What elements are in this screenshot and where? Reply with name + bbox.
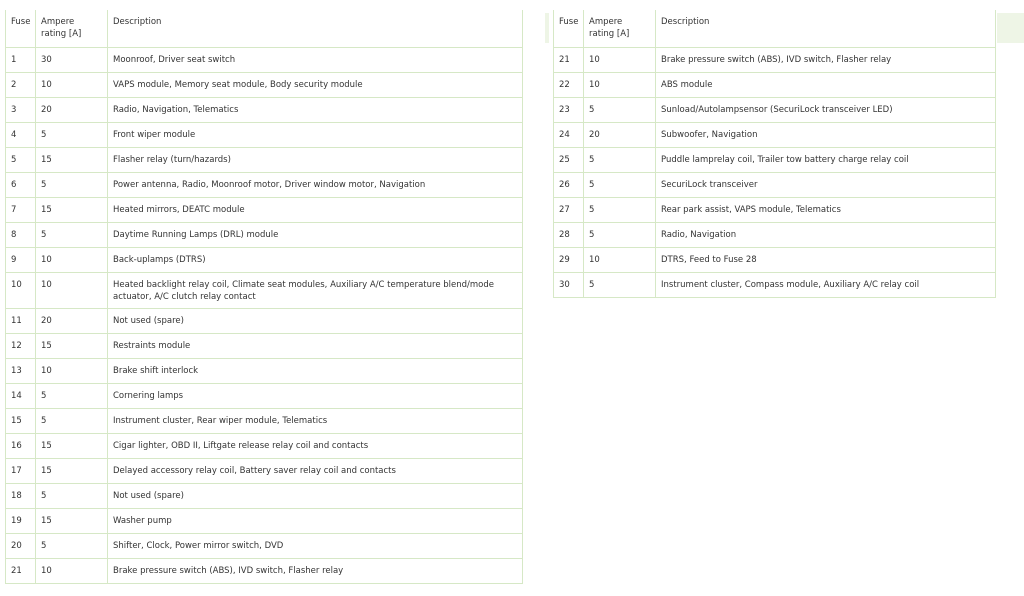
fuse-cell: 9 bbox=[6, 248, 36, 273]
fuse-cell: 14 bbox=[6, 384, 36, 409]
table-header-row bbox=[6, 10, 523, 48]
ampere-cell: 10 bbox=[36, 359, 108, 384]
fuse-cell: 21 bbox=[6, 559, 36, 584]
description-cell: Cornering lamps bbox=[108, 384, 523, 409]
description-cell: Shifter, Clock, Power mirror switch, DVD bbox=[108, 534, 523, 559]
description-cell: Instrument cluster, Compass module, Auxiliary A/C relay coil bbox=[656, 273, 996, 298]
description-cell: Rear park assist, VAPS module, Telematics bbox=[656, 198, 996, 223]
table-row bbox=[6, 534, 523, 559]
table-row bbox=[6, 434, 523, 459]
description-cell: Not used (spare) bbox=[108, 484, 523, 509]
fuse-table-left bbox=[5, 10, 523, 584]
fuse-cell: 18 bbox=[6, 484, 36, 509]
table-row bbox=[554, 123, 996, 148]
ampere-cell: 5 bbox=[584, 273, 656, 298]
fuse-cell: 15 bbox=[6, 409, 36, 434]
ampere-cell: 5 bbox=[36, 534, 108, 559]
table-row bbox=[6, 559, 523, 584]
description-cell: Radio, Navigation bbox=[656, 223, 996, 248]
description-cell: Delayed accessory relay coil, Battery saver relay coil and contacts bbox=[108, 459, 523, 484]
ampere-cell: 30 bbox=[36, 48, 108, 73]
description-cell: Cigar lighter, OBD II, Liftgate release relay coil and contacts bbox=[108, 434, 523, 459]
description-cell: ABS module bbox=[656, 73, 996, 98]
description-cell: Power antenna, Radio, Moonroof motor, Driver window motor, Navigation bbox=[108, 173, 523, 198]
description-cell: Subwoofer, Navigation bbox=[656, 123, 996, 148]
fuse-cell: 30 bbox=[554, 273, 584, 298]
fuse-cell: 26 bbox=[554, 173, 584, 198]
header-ampere: Ampere rating [A] bbox=[584, 10, 656, 48]
ampere-cell: 10 bbox=[36, 248, 108, 273]
description-cell: Brake pressure switch (ABS), IVD switch, Flasher relay bbox=[108, 559, 523, 584]
ampere-cell: 10 bbox=[584, 48, 656, 73]
fuse-cell: 20 bbox=[6, 534, 36, 559]
ampere-cell: 5 bbox=[36, 484, 108, 509]
fuse-cell: 2 bbox=[6, 73, 36, 98]
fuse-cell: 23 bbox=[554, 98, 584, 123]
fuse-cell: 22 bbox=[554, 73, 584, 98]
description-cell: Instrument cluster, Rear wiper module, Telematics bbox=[108, 409, 523, 434]
fuse-cell: 28 bbox=[554, 223, 584, 248]
description-cell: Sunload/Autolampsensor (SecuriLock transceiver LED) bbox=[656, 98, 996, 123]
ampere-cell: 15 bbox=[36, 148, 108, 173]
fuse-cell: 6 bbox=[6, 173, 36, 198]
header-shade-trailing bbox=[997, 13, 1024, 43]
table-row bbox=[554, 273, 996, 298]
table-row bbox=[554, 248, 996, 273]
description-cell: Radio, Navigation, Telematics bbox=[108, 98, 523, 123]
ampere-cell: 15 bbox=[36, 509, 108, 534]
table-row bbox=[6, 484, 523, 509]
fuse-cell: 10 bbox=[6, 273, 36, 309]
ampere-cell: 5 bbox=[584, 198, 656, 223]
fuse-cell: 5 bbox=[6, 148, 36, 173]
fuse-cell: 21 bbox=[554, 48, 584, 73]
ampere-cell: 10 bbox=[36, 273, 108, 309]
description-cell: Back-uplamps (DTRS) bbox=[108, 248, 523, 273]
fuse-cell: 13 bbox=[6, 359, 36, 384]
table-row bbox=[6, 409, 523, 434]
table-row bbox=[554, 223, 996, 248]
table-row bbox=[6, 273, 523, 309]
table-row bbox=[6, 148, 523, 173]
description-cell: Front wiper module bbox=[108, 123, 523, 148]
description-cell: Flasher relay (turn/hazards) bbox=[108, 148, 523, 173]
header-ampere: Ampere rating [A] bbox=[36, 10, 108, 48]
description-cell: Puddle lamprelay coil, Trailer tow battery charge relay coil bbox=[656, 148, 996, 173]
table-row bbox=[6, 384, 523, 409]
description-cell: SecuriLock transceiver bbox=[656, 173, 996, 198]
table-row bbox=[6, 198, 523, 223]
description-cell: Brake shift interlock bbox=[108, 359, 523, 384]
table-row bbox=[6, 98, 523, 123]
ampere-cell: 10 bbox=[36, 73, 108, 98]
header-fuse: Fuse bbox=[554, 10, 584, 48]
table-row bbox=[6, 459, 523, 484]
ampere-cell: 5 bbox=[36, 223, 108, 248]
ampere-cell: 15 bbox=[36, 198, 108, 223]
ampere-cell: 5 bbox=[36, 409, 108, 434]
table-row bbox=[554, 48, 996, 73]
table-row bbox=[6, 173, 523, 198]
fuse-cell: 27 bbox=[554, 198, 584, 223]
ampere-cell: 5 bbox=[584, 173, 656, 198]
ampere-cell: 5 bbox=[36, 173, 108, 198]
table-row bbox=[6, 73, 523, 98]
description-cell: Heated mirrors, DEATC module bbox=[108, 198, 523, 223]
fuse-cell: 19 bbox=[6, 509, 36, 534]
description-cell: Moonroof, Driver seat switch bbox=[108, 48, 523, 73]
fuse-cell: 25 bbox=[554, 148, 584, 173]
description-cell: VAPS module, Memory seat module, Body security module bbox=[108, 73, 523, 98]
ampere-cell: 10 bbox=[36, 559, 108, 584]
description-cell: Washer pump bbox=[108, 509, 523, 534]
ampere-cell: 20 bbox=[36, 309, 108, 334]
table-row bbox=[6, 334, 523, 359]
header-fuse: Fuse bbox=[6, 10, 36, 48]
ampere-cell: 10 bbox=[584, 248, 656, 273]
fuse-cell: 16 bbox=[6, 434, 36, 459]
fuse-cell: 1 bbox=[6, 48, 36, 73]
description-cell: Daytime Running Lamps (DRL) module bbox=[108, 223, 523, 248]
fuse-cell: 17 bbox=[6, 459, 36, 484]
ampere-cell: 5 bbox=[584, 148, 656, 173]
ampere-cell: 15 bbox=[36, 434, 108, 459]
fuse-cell: 24 bbox=[554, 123, 584, 148]
table-row bbox=[6, 223, 523, 248]
table-row bbox=[6, 509, 523, 534]
ampere-cell: 5 bbox=[36, 123, 108, 148]
ampere-cell: 15 bbox=[36, 459, 108, 484]
description-cell: Restraints module bbox=[108, 334, 523, 359]
fuse-cell: 7 bbox=[6, 198, 36, 223]
header-description: Description bbox=[656, 10, 996, 48]
ampere-cell: 5 bbox=[584, 98, 656, 123]
ampere-cell: 20 bbox=[584, 123, 656, 148]
table-row bbox=[6, 48, 523, 73]
table-row bbox=[554, 198, 996, 223]
table-row bbox=[554, 173, 996, 198]
ampere-cell: 15 bbox=[36, 334, 108, 359]
table-row bbox=[6, 359, 523, 384]
table-row bbox=[554, 98, 996, 123]
table-header-row bbox=[554, 10, 996, 48]
ampere-cell: 20 bbox=[36, 98, 108, 123]
ampere-cell: 10 bbox=[584, 73, 656, 98]
table-row bbox=[6, 123, 523, 148]
ampere-cell: 5 bbox=[584, 223, 656, 248]
description-cell: DTRS, Feed to Fuse 28 bbox=[656, 248, 996, 273]
description-cell: Brake pressure switch (ABS), IVD switch, Flasher relay bbox=[656, 48, 996, 73]
table-row bbox=[554, 73, 996, 98]
ampere-cell: 5 bbox=[36, 384, 108, 409]
description-cell: Not used (spare) bbox=[108, 309, 523, 334]
header-description: Description bbox=[108, 10, 523, 48]
table-row bbox=[6, 248, 523, 273]
fuse-cell: 3 bbox=[6, 98, 36, 123]
fuse-table-right bbox=[553, 10, 996, 298]
fuse-cell: 4 bbox=[6, 123, 36, 148]
fuse-cell: 29 bbox=[554, 248, 584, 273]
header-shade bbox=[545, 13, 549, 43]
description-cell: Heated backlight relay coil, Climate seat modules, Auxiliary A/C temperature blend/mode actuator, A/C clutch relay contact bbox=[108, 273, 523, 309]
table-row bbox=[554, 148, 996, 173]
fuse-cell: 11 bbox=[6, 309, 36, 334]
table-row bbox=[6, 309, 523, 334]
fuse-cell: 12 bbox=[6, 334, 36, 359]
fuse-cell: 8 bbox=[6, 223, 36, 248]
